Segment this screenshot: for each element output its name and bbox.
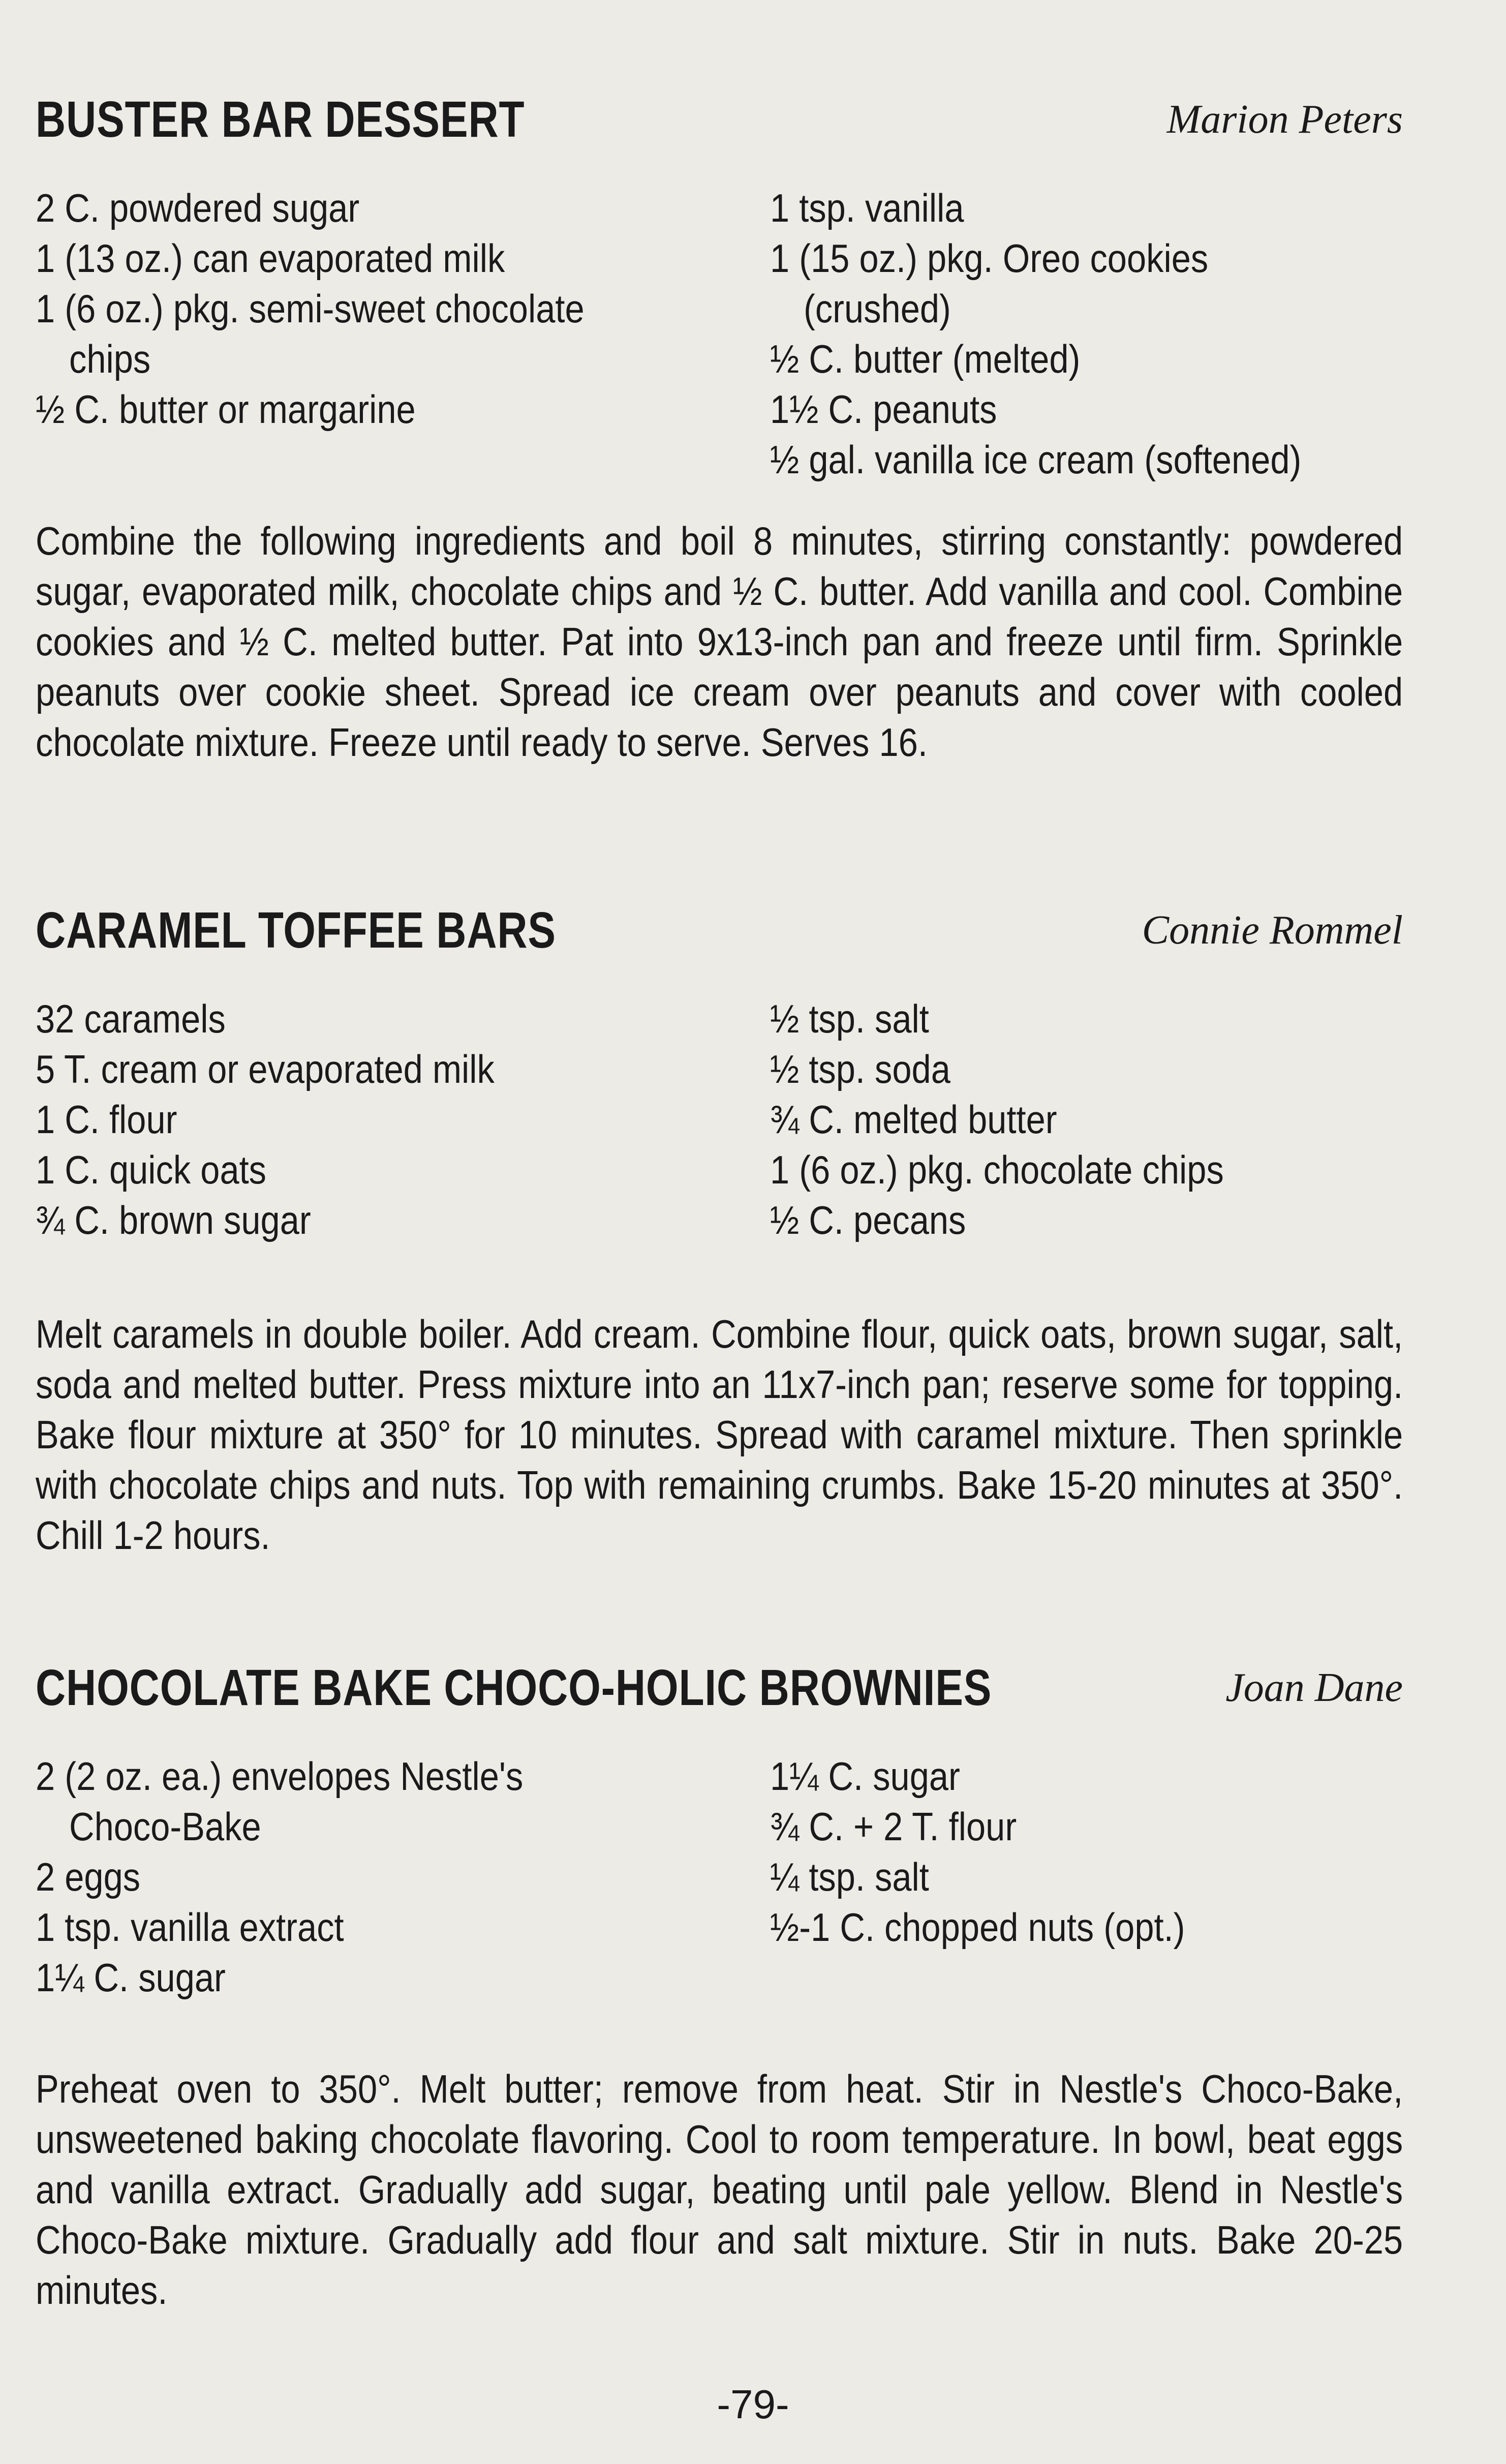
ingredient: 1 C. flour [36, 1097, 177, 1142]
ingredients-right-column [770, 1751, 1403, 1953]
ingredient: ¾ C. brown sugar [36, 1198, 311, 1242]
recipe-buster-bar-dessert [36, 86, 1403, 765]
ingredient: 1 (15 oz.) pkg. Oreo cookies [770, 236, 1209, 281]
ingredient: 1 tsp. vanilla extract [36, 1905, 344, 1950]
ingredient: 2 eggs [36, 1854, 141, 1899]
ingredient: ¾ C. melted butter [770, 1097, 1057, 1142]
ingredient: (crushed) [804, 286, 951, 331]
ingredient: 5 T. cream or evaporated milk [36, 1047, 495, 1091]
directions-text: Combine the following ingredients and boil 8 minutes, stirring constantly: powdered sugar, evaporated milk, chocolate chips and ½ C. butter. Add vanilla and cool. Combine cookies and ½ C. melted butter. Pat into 9x13-inch pan and freeze until firm. Sprinkle peanuts over cookie sheet. Spread ice cream over peanuts and cover with cooled chocolate mixture. Freeze until ready to serve. Serves 16. [36, 519, 1403, 765]
ingredient: 1¼ C. sugar [36, 1955, 226, 2000]
recipe-directions [36, 516, 1403, 768]
ingredient-list [36, 994, 1403, 1248]
ingredients-left-column [36, 1751, 747, 2003]
ingredient: 1 (6 oz.) pkg. chocolate chips [770, 1147, 1224, 1192]
recipe-directions [36, 1309, 1403, 1561]
ingredient: 1 C. quick oats [36, 1147, 267, 1192]
recipe-author: Connie Rommel [1142, 908, 1403, 953]
page-number: -79- [717, 2382, 789, 2427]
ingredients-left-column [36, 994, 747, 1245]
ingredient: Choco-Bake [69, 1804, 261, 1849]
ingredient: ½ C. butter or margarine [36, 387, 416, 432]
recipe-header [36, 1655, 1403, 1721]
ingredient: 2 C. powdered sugar [36, 186, 360, 230]
ingredient: chips [69, 337, 151, 381]
ingredients-left-column [36, 183, 747, 435]
ingredient: 1¼ C. sugar [770, 1754, 960, 1799]
ingredient-list [36, 1751, 1403, 2005]
ingredient: 1 (6 oz.) pkg. semi-sweet chocolate [36, 286, 585, 331]
ingredient: ½ tsp. salt [770, 996, 929, 1041]
ingredient: ¾ C. + 2 T. flour [770, 1804, 1017, 1849]
ingredient: 32 caramels [36, 996, 226, 1041]
ingredient: 2 (2 oz. ea.) envelopes Nestle's [36, 1754, 524, 1799]
recipe-header [36, 897, 1403, 963]
ingredient: ¼ tsp. salt [770, 1854, 929, 1899]
recipe-header [36, 86, 1403, 153]
ingredient: ½-1 C. chopped nuts (opt.) [770, 1905, 1185, 1950]
directions-text: Melt caramels in double boiler. Add cream. Combine flour, quick oats, brown sugar, salt, soda and melted butter. Press mixture into an 11x7-inch pan; reserve some for topping. Bake flour mixture at 350° for 10 minutes. Spread with caramel mixture. Then sprinkle with chocolate chips and nuts. Top with remaining crumbs. Bake 15-20 minutes at 350°. Chill 1-2 hours. [36, 1312, 1403, 1558]
recipe-author: Joan Dane [1225, 1665, 1403, 1710]
ingredient: 1½ C. peanuts [770, 387, 997, 432]
ingredients-right-column [770, 183, 1403, 485]
ingredient: 1 (13 oz.) can evaporated milk [36, 236, 505, 281]
ingredients-right-column [770, 994, 1403, 1245]
recipe-author: Marion Peters [1166, 97, 1403, 142]
ingredient: 1 tsp. vanilla [770, 186, 964, 230]
ingredient: ½ C. pecans [770, 1198, 966, 1242]
ingredient: ½ C. butter (melted) [770, 337, 1081, 381]
ingredient-list [36, 183, 1403, 482]
recipe-directions [36, 2064, 1403, 2316]
ingredient: ½ tsp. soda [770, 1047, 950, 1091]
directions-text: Preheat oven to 350°. Melt butter; remove from heat. Stir in Nestle's Choco-Bake, unsweetened baking chocolate flavoring. Cool to room temperature. In bowl, beat eggs and vanilla extract. Gradually add sugar, beating until pale yellow. Blend in Nestle's Choco-Bake mixture. Gradually add flour and salt mixture. Stir in nuts. Bake 20-25 minutes. [36, 2066, 1403, 2313]
ingredient: ½ gal. vanilla ice cream (softened) [770, 437, 1302, 482]
recipe-choco-holic-brownies [36, 1655, 1403, 2313]
recipe-title: CARAMEL TOFFEE BARS [36, 902, 556, 959]
recipe-caramel-toffee-bars [36, 897, 1403, 1558]
recipe-title: BUSTER BAR DESSERT [36, 91, 525, 148]
recipe-title: CHOCOLATE BAKE CHOCO-HOLIC BROWNIES [36, 1659, 992, 1716]
